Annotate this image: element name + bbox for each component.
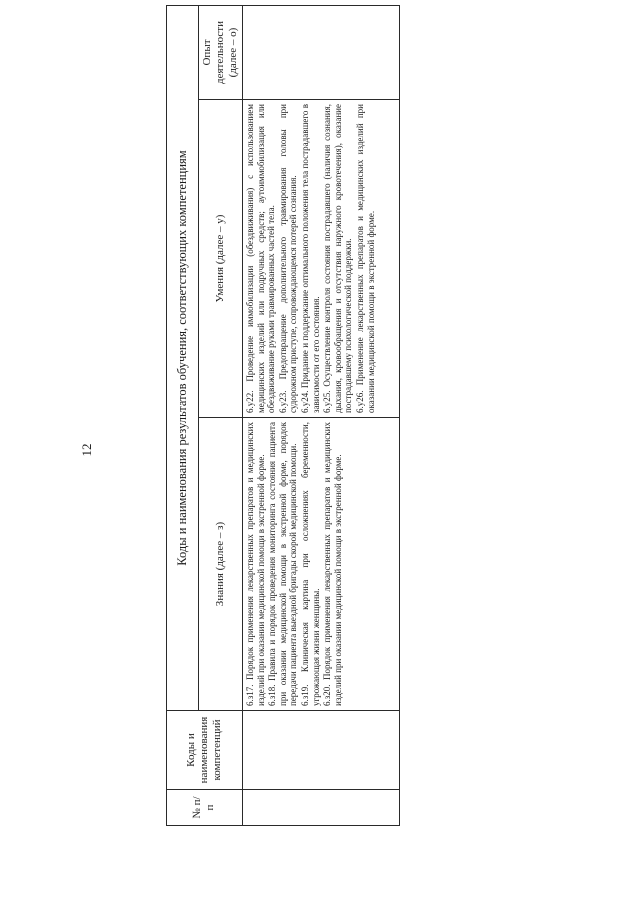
skills-item: 6.у23. Предотвращение дополнительного травмирования головы при судорожном приступе, сопровождающемся потерей сознания. <box>277 104 299 413</box>
skills-item: 6.у24. Придание и поддержание оптимального положения тела пострадавшего в зависимости от его состояния. <box>299 104 321 413</box>
competency-table <box>166 5 400 826</box>
skills-item: 6.у26. Применение лекарственных препаратов и медицинских изделий при оказании медицинской помощи в экстренной форме. <box>355 104 376 413</box>
knowledge-cell <box>242 418 399 711</box>
header-skills: Умения (далее – у) <box>199 100 243 418</box>
knowledge-item: 6.з17. Порядок применения лекарственных препаратов и медицинских изделий при оказании медицинской помощи в экстренной форме. <box>244 422 266 706</box>
skills-cell <box>242 100 399 418</box>
experience-cell <box>242 6 399 100</box>
skills-item: 6.у25. Осуществление контроля состояния пострадавшего (наличия сознания, дыхания, кровообращения и отсутствия наружного кровотечения), оказание пострадавшему психологической поддержки. <box>322 104 354 413</box>
knowledge-item: 6.з19. Клиническая картина при осложнениях беременности, угрожающая жизни женщины. <box>299 422 321 706</box>
row-number-cell <box>242 790 399 826</box>
header-knowledge: Знания (далее – з) <box>199 418 243 711</box>
knowledge-item: 6.з20. Порядок применения лекарственных препаратов и медицинских изделий при оказании медицинской помощи в экстренной форме. <box>322 422 343 706</box>
page-number: 12 <box>79 443 94 457</box>
competency-table-rotated <box>166 6 400 826</box>
knowledge-item: 6.з18. Правила и порядок проведения мониторинга состояния пациента при оказании медицинской помощи в экстренной форме, порядок передачи пациента выездной бригады скорой медицинской помощи. <box>267 422 299 706</box>
header-learning-results: Коды и наименования результатов обучения, соответствующих компетенциям <box>167 6 199 711</box>
header-competency-codes: Коды и наименования компетенций <box>167 711 243 790</box>
skills-item: 6.у22. Проведение иммобилизации (обездвиживания) с использованием медицинских изделий или подручных средств; аутоиммобилизация или обездвиживание руками травмированных частей тела. <box>244 104 277 413</box>
header-number: № п/п <box>167 790 243 826</box>
header-experience: Опыт деятельности (далее – о) <box>199 6 243 100</box>
row-codes-cell <box>242 711 399 790</box>
